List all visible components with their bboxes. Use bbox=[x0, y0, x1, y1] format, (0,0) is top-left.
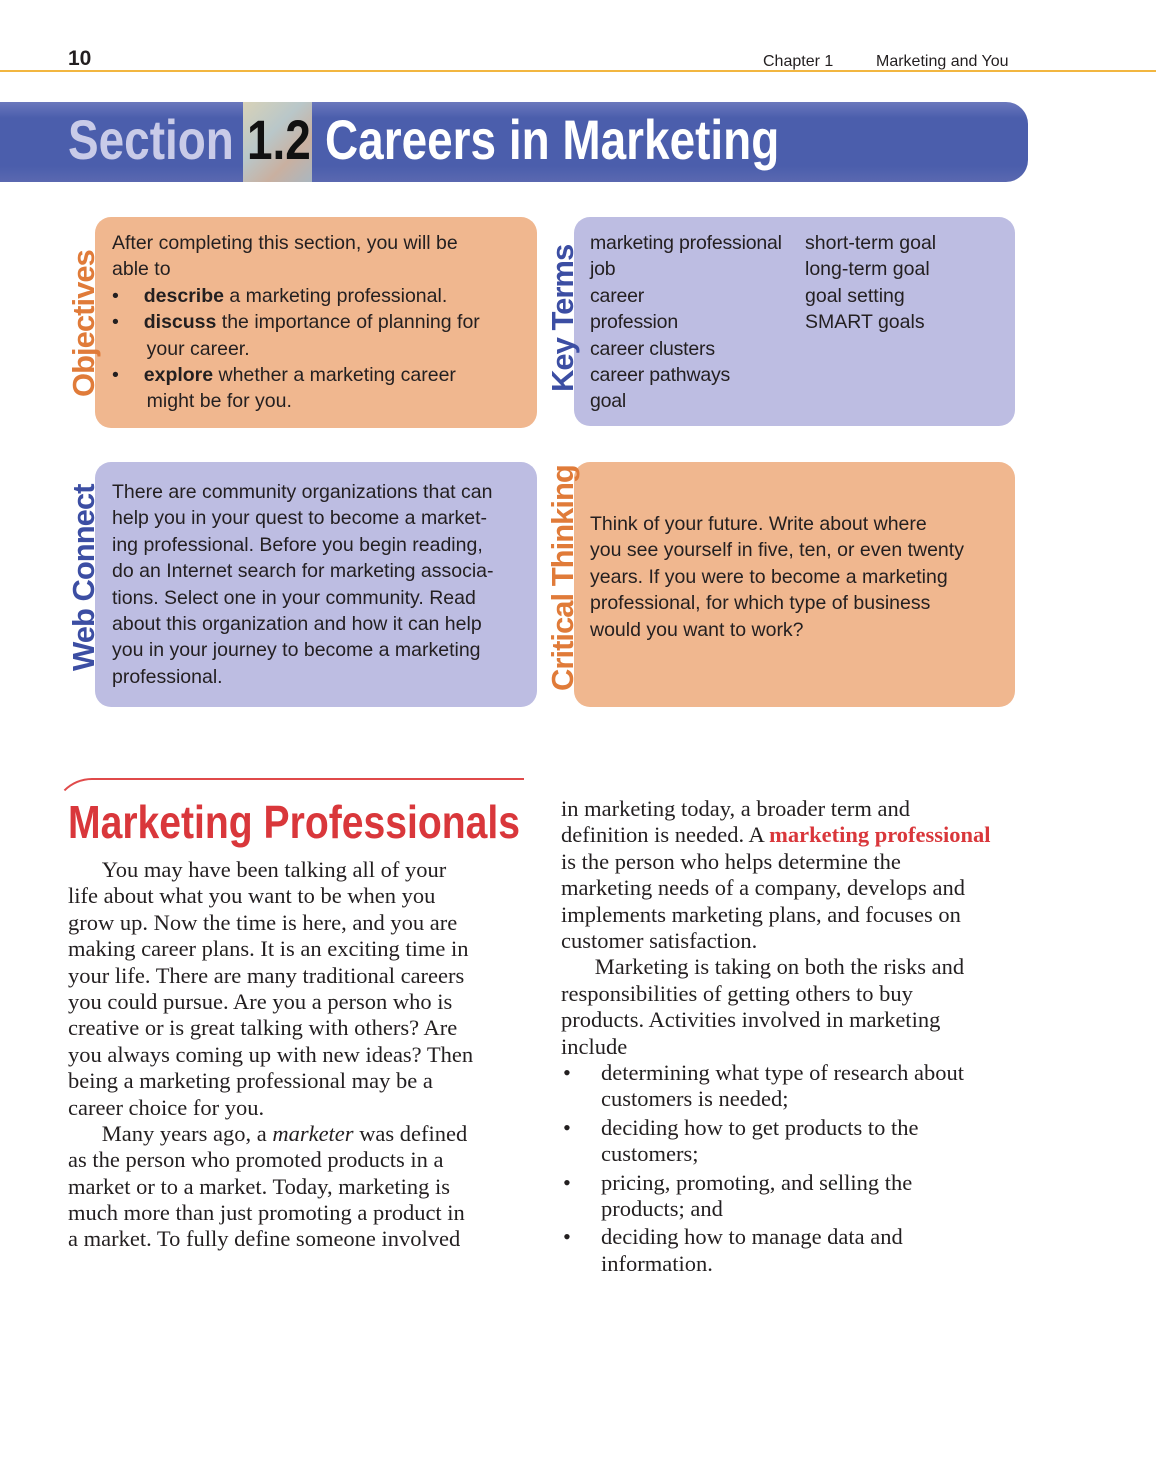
text-span: definition is needed. A bbox=[561, 822, 770, 848]
text-span: the importance of planning for bbox=[216, 311, 480, 334]
text-line: you could pursue. Are you a person who is bbox=[68, 988, 453, 1014]
objectives-text bbox=[112, 230, 480, 415]
bullet-icon: • bbox=[563, 1060, 571, 1085]
text-span: • bbox=[112, 363, 144, 386]
text-line: career choice for you. bbox=[68, 1094, 265, 1120]
text-line: customer satisfaction. bbox=[561, 927, 758, 953]
text-line: deciding how to manage data and bbox=[601, 1224, 903, 1250]
text-span: whether a marketing career bbox=[213, 363, 456, 386]
text-line: marketing needs of a company, develops and bbox=[561, 875, 966, 901]
text-line: creative or is great talking with others? Are bbox=[68, 1015, 458, 1041]
text-span: • bbox=[112, 311, 144, 334]
section-number: 1.2 bbox=[247, 108, 311, 171]
text-line: career clusters bbox=[590, 337, 715, 360]
activities-list bbox=[561, 1060, 964, 1279]
text-line: implements marketing plans, and focuses on bbox=[561, 901, 961, 927]
text-line: profession bbox=[590, 311, 678, 334]
text-line: responsibilities of getting others to buy bbox=[561, 980, 913, 1006]
text-line: you see yourself in five, ten, or even twenty bbox=[590, 539, 964, 562]
text-line: years. If you were to become a marketing bbox=[590, 565, 948, 588]
text-line: you in your journey to become a marketing bbox=[112, 639, 481, 662]
text-span: Many years ago, a bbox=[68, 1120, 273, 1146]
text-line: grow up. Now the time is here, and you are bbox=[68, 909, 458, 935]
list-item bbox=[561, 1060, 964, 1113]
text-span: marketer bbox=[272, 1120, 354, 1146]
text-line: deciding how to get products to the bbox=[601, 1114, 919, 1140]
text-line: You may have been talking all of your bbox=[68, 857, 447, 882]
text-line: market or to a market. Today, marketing is bbox=[68, 1173, 451, 1199]
text-line: your career. bbox=[112, 337, 250, 360]
article-heading: Marketing Professionals bbox=[68, 796, 520, 848]
text-line: Marketing is taking on both the risks and bbox=[561, 954, 965, 980]
text-line bbox=[112, 283, 480, 309]
key-terms-label: Key Terms bbox=[545, 244, 580, 392]
text-line: might be for you. bbox=[112, 390, 292, 413]
text-span: describe bbox=[143, 284, 224, 307]
section-label: Section bbox=[68, 108, 234, 171]
text-line: products. Activities involved in marketing bbox=[561, 1007, 941, 1033]
list-item bbox=[561, 1224, 964, 1277]
text-line: career pathways bbox=[590, 363, 731, 386]
text-line: long-term goal bbox=[805, 258, 930, 281]
text-line: in marketing today, a broader term and bbox=[561, 796, 911, 821]
text-span: • bbox=[112, 284, 144, 307]
bullet-icon: • bbox=[563, 1224, 571, 1250]
bullet-icon: • bbox=[563, 1114, 571, 1140]
key-term-link: marketing professional bbox=[769, 822, 991, 848]
text-line: short-term goal bbox=[805, 232, 937, 254]
text-line: career bbox=[590, 284, 645, 307]
key-terms-col1 bbox=[590, 230, 782, 415]
text-line: about this organization and how it can help bbox=[112, 612, 482, 635]
text-line bbox=[68, 1121, 473, 1147]
text-line: do an Internet search for marketing associa- bbox=[112, 560, 494, 583]
text-line: making career plans. It is an exciting time in bbox=[68, 936, 469, 962]
text-line: determining what type of research about bbox=[601, 1060, 964, 1085]
text-line: would you want to work? bbox=[590, 618, 804, 641]
key-terms-col2 bbox=[805, 230, 936, 336]
text-line bbox=[112, 309, 480, 335]
list-item bbox=[561, 1115, 964, 1168]
text-span: was defined bbox=[353, 1120, 468, 1146]
left-column-text bbox=[68, 857, 473, 1253]
text-line: customers; bbox=[601, 1141, 699, 1167]
text-line: help you in your quest to become a market- bbox=[112, 507, 488, 530]
text-line: customers is needed; bbox=[601, 1086, 789, 1112]
text-line: goal setting bbox=[805, 284, 905, 307]
critical-thinking-label: Critical Thinking bbox=[545, 465, 580, 691]
text-line: marketing professional bbox=[590, 232, 782, 254]
text-span: a marketing professional. bbox=[223, 284, 448, 307]
text-line: There are community organizations that can bbox=[112, 481, 493, 503]
text-line: you always coming up with new ideas? Then bbox=[68, 1041, 474, 1067]
text-line: as the person who promoted products in a bbox=[68, 1147, 444, 1173]
text-line: a market. To fully define someone involved bbox=[68, 1226, 461, 1252]
page-number: 10 bbox=[68, 47, 92, 70]
text-line: information. bbox=[601, 1250, 713, 1276]
bullet-icon: • bbox=[563, 1169, 571, 1195]
objectives-label: Objectives bbox=[66, 250, 101, 397]
text-line: goal bbox=[590, 390, 627, 413]
web-connect-label: Web Connect bbox=[66, 484, 101, 671]
text-span: discuss bbox=[143, 311, 217, 334]
text-line: products; and bbox=[601, 1195, 723, 1221]
text-line bbox=[112, 362, 480, 388]
chapter-label: Chapter 1 bbox=[763, 53, 834, 70]
text-line: SMART goals bbox=[805, 311, 925, 334]
text-line: life about what you want to be when you bbox=[68, 883, 436, 909]
text-line: is the person who helps determine the bbox=[561, 848, 901, 874]
text-line: professional. bbox=[112, 665, 223, 688]
text-line: job bbox=[590, 258, 616, 281]
header-rule bbox=[0, 70, 1156, 72]
right-column-text bbox=[561, 796, 991, 1060]
list-item bbox=[561, 1170, 964, 1223]
text-line: pricing, promoting, and selling the bbox=[601, 1169, 913, 1195]
text-span: explore bbox=[143, 363, 214, 386]
critical-thinking-text bbox=[590, 511, 964, 643]
text-line: able to bbox=[112, 258, 171, 281]
text-line: Think of your future. Write about where bbox=[590, 513, 927, 535]
text-line: your life. There are many traditional careers bbox=[68, 962, 465, 988]
text-line: include bbox=[561, 1033, 628, 1059]
text-line: ing professional. Before you begin reading, bbox=[112, 533, 483, 556]
web-connect-text bbox=[112, 479, 494, 690]
text-line: being a marketing professional may be a bbox=[68, 1068, 433, 1094]
text-line: professional, for which type of business bbox=[590, 592, 931, 615]
text-line: tions. Select one in your community. Read bbox=[112, 586, 476, 609]
chapter-title: Marketing and You bbox=[876, 53, 1009, 70]
section-title: Careers in Marketing bbox=[325, 108, 780, 171]
text-line: After completing this section, you will be bbox=[112, 232, 458, 254]
text-line bbox=[561, 822, 991, 848]
text-line: much more than just promoting a product in bbox=[68, 1200, 465, 1226]
